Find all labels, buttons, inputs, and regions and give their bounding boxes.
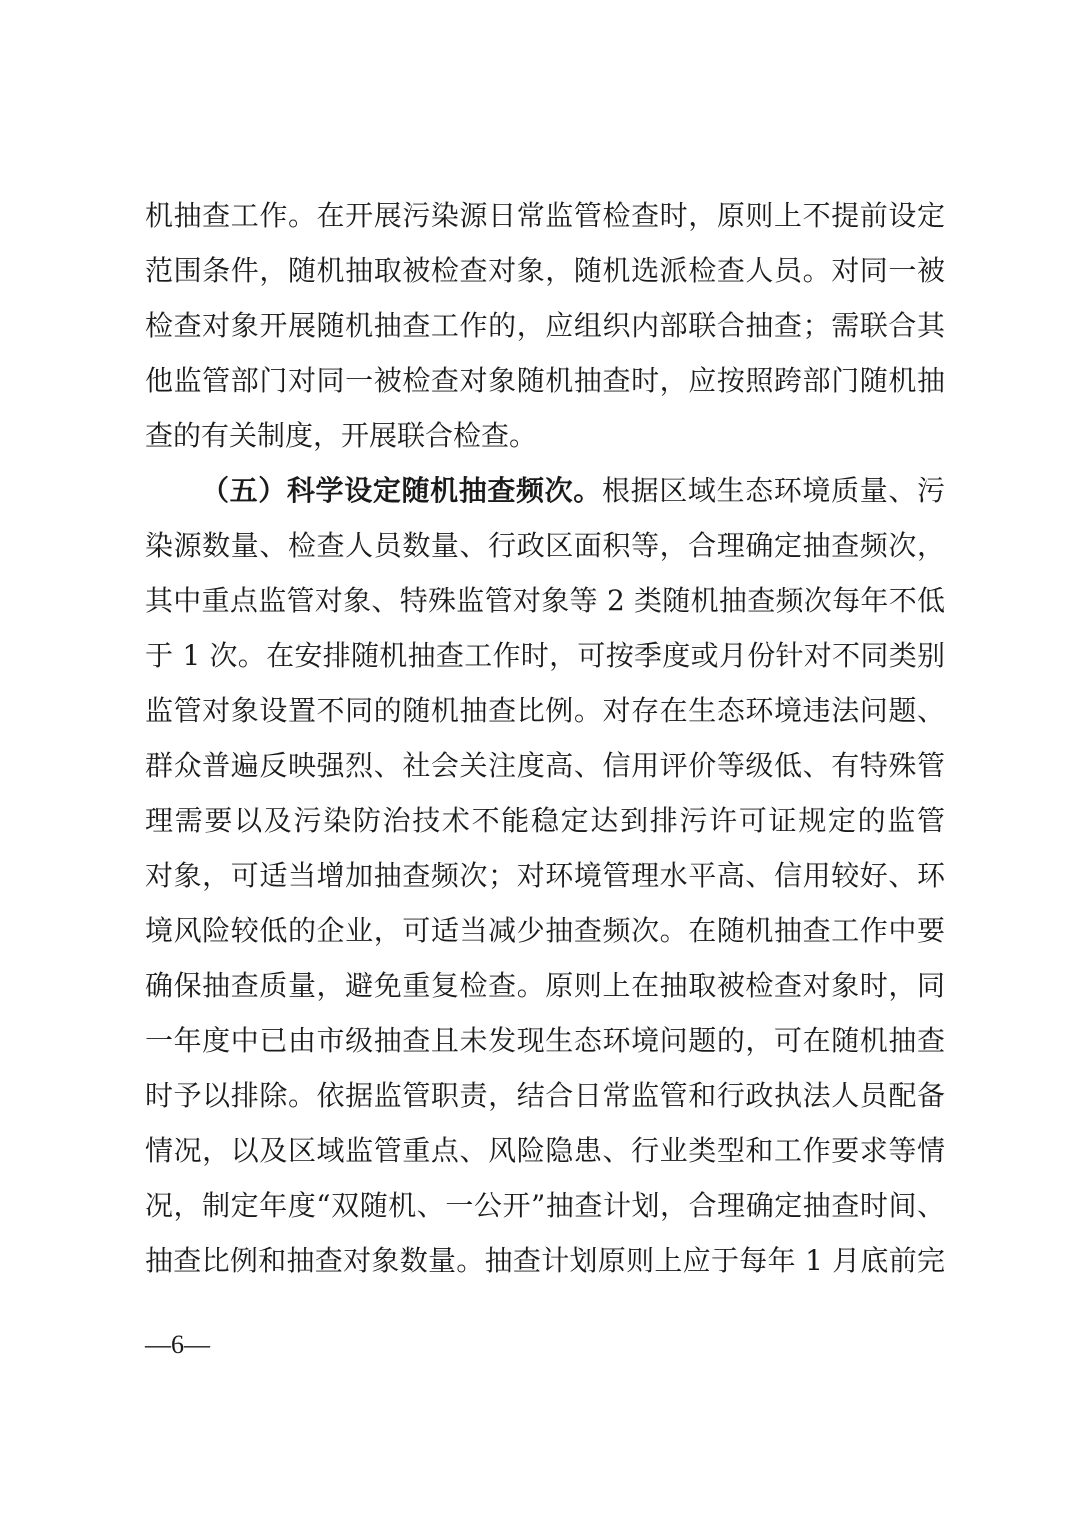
text-line: 对象，可适当增加抽查频次；对环境管理水平高、信用较好、环	[145, 859, 945, 892]
text-line: 监管对象设置不同的随机抽查比例。对存在生态环境违法问题、	[145, 694, 945, 727]
text-line: 他监管部门对同一被检查对象随机抽查时，应按照跨部门随机抽	[145, 364, 945, 397]
text-line: 境风险较低的企业，可适当减少抽查频次。在随机抽查工作中要	[145, 914, 945, 947]
text-line: 机抽查工作。在开展污染源日常监管检查时，原则上不提前设定	[145, 199, 945, 232]
section-first-line	[145, 463, 945, 518]
text-line: 情况，以及区域监管重点、风险隐患、行业类型和工作要求等情	[145, 1134, 945, 1167]
text-line: 理需要以及污染防治技术不能稳定达到排污许可证规定的监管	[145, 804, 945, 837]
text-line: 群众普遍反映强烈、社会关注度高、信用评价等级低、有特殊管	[145, 749, 945, 782]
text-line: 其中重点监管对象、特殊监管对象等 2 类随机抽查频次每年不低	[145, 584, 945, 617]
text-line: 染源数量、检查人员数量、行政区面积等，合理确定抽查频次，	[145, 529, 945, 562]
body-text	[145, 188, 945, 1288]
text-line: 时予以排除。依据监管职责，结合日常监管和行政执法人员配备	[145, 1079, 945, 1112]
text-line: 抽查比例和抽查对象数量。抽查计划原则上应于每年 1 月底前完	[145, 1244, 945, 1277]
text-line: 范围条件，随机抽取被检查对象，随机选派检查人员。对同一被	[145, 254, 945, 287]
text-line: 确保抽查质量，避免重复检查。原则上在抽取被检查对象时，同	[145, 969, 945, 1002]
text-line: 查的有关制度，开展联合检查。	[145, 419, 538, 452]
section-heading: （五）科学设定随机抽查频次。	[201, 474, 602, 507]
text-line: 检查对象开展随机抽查工作的，应组织内部联合抽查；需联合其	[145, 309, 945, 342]
page-number: —6—	[145, 1330, 210, 1359]
text-line: 一年度中已由市级抽查且未发现生态环境问题的，可在随机抽查	[145, 1024, 945, 1057]
text-line: 于 1 次。在安排随机抽查工作时，可按季度或月份针对不同类别	[145, 639, 945, 672]
text-line: 况，制定年度“双随机、一公开”抽查计划，合理确定抽查时间、	[145, 1189, 945, 1222]
section-first-line-text: 根据区域生态环境质量、污	[601, 474, 945, 507]
